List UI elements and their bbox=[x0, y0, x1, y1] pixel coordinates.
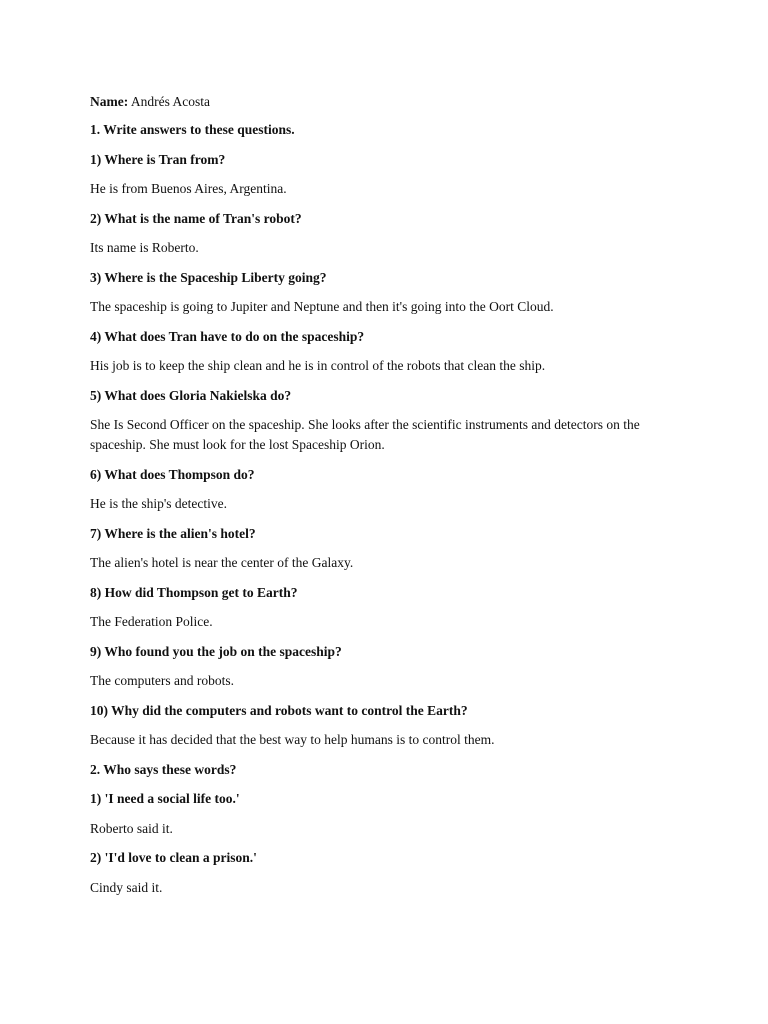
answer-8: The Federation Police. bbox=[90, 614, 213, 629]
answer-5: She Is Second Officer on the spaceship. She looks after the scientific instruments and detectors on the spaceship. She must look for the lost Spaceship Orion. bbox=[90, 417, 640, 452]
question-5: 5) What does Gloria Nakielska do? bbox=[90, 387, 292, 403]
quote-answer-2: Cindy said it. bbox=[90, 879, 163, 895]
question-6: 6) What does Thompson do? bbox=[90, 466, 255, 482]
quote-question-2: 2) 'I'd love to clean a prison.' bbox=[90, 850, 257, 865]
answer-6: He is the ship's detective. bbox=[90, 496, 228, 511]
question-2: 2) What is the name of Tran's robot? bbox=[90, 210, 302, 226]
name-label: Name: bbox=[90, 94, 129, 109]
answer-4: His job is to keep the ship clean and he is in control of the robots that clean the ship. bbox=[90, 358, 546, 373]
quote-question-1: 1) 'I need a social life too.' bbox=[90, 791, 240, 806]
question-9: 9) Who found you the job on the spaceship? bbox=[90, 643, 342, 659]
answer-7: The alien's hotel is near the center of the Galaxy. bbox=[90, 555, 354, 570]
student-name-line bbox=[90, 91, 690, 113]
section-2-title: 2. Who says these words? bbox=[90, 761, 237, 777]
question-10: 10) Why did the computers and robots want to control the Earth? bbox=[90, 702, 468, 718]
section-1-title: 1. Write answers to these questions. bbox=[90, 122, 295, 137]
answer-2: Its name is Roberto. bbox=[90, 240, 199, 255]
question-7: 7) Where is the alien's hotel? bbox=[90, 525, 256, 541]
question-3: 3) Where is the Spaceship Liberty going? bbox=[90, 269, 327, 285]
document-page bbox=[90, 91, 690, 907]
question-4: 4) What does Tran have to do on the spaceship? bbox=[90, 328, 365, 344]
name-value: Andrés Acosta bbox=[130, 94, 210, 109]
answer-9: The computers and robots. bbox=[90, 673, 234, 688]
question-1: 1) Where is Tran from? bbox=[90, 151, 226, 167]
answer-3: The spaceship is going to Jupiter and Neptune and then it's going into the Oort Cloud. bbox=[90, 299, 554, 314]
answer-1: He is from Buenos Aires, Argentina. bbox=[90, 181, 287, 196]
question-8: 8) How did Thompson get to Earth? bbox=[90, 584, 298, 600]
quote-answer-1: Roberto said it. bbox=[90, 820, 173, 836]
answer-10: Because it has decided that the best way to help humans is to control them. bbox=[90, 732, 495, 747]
